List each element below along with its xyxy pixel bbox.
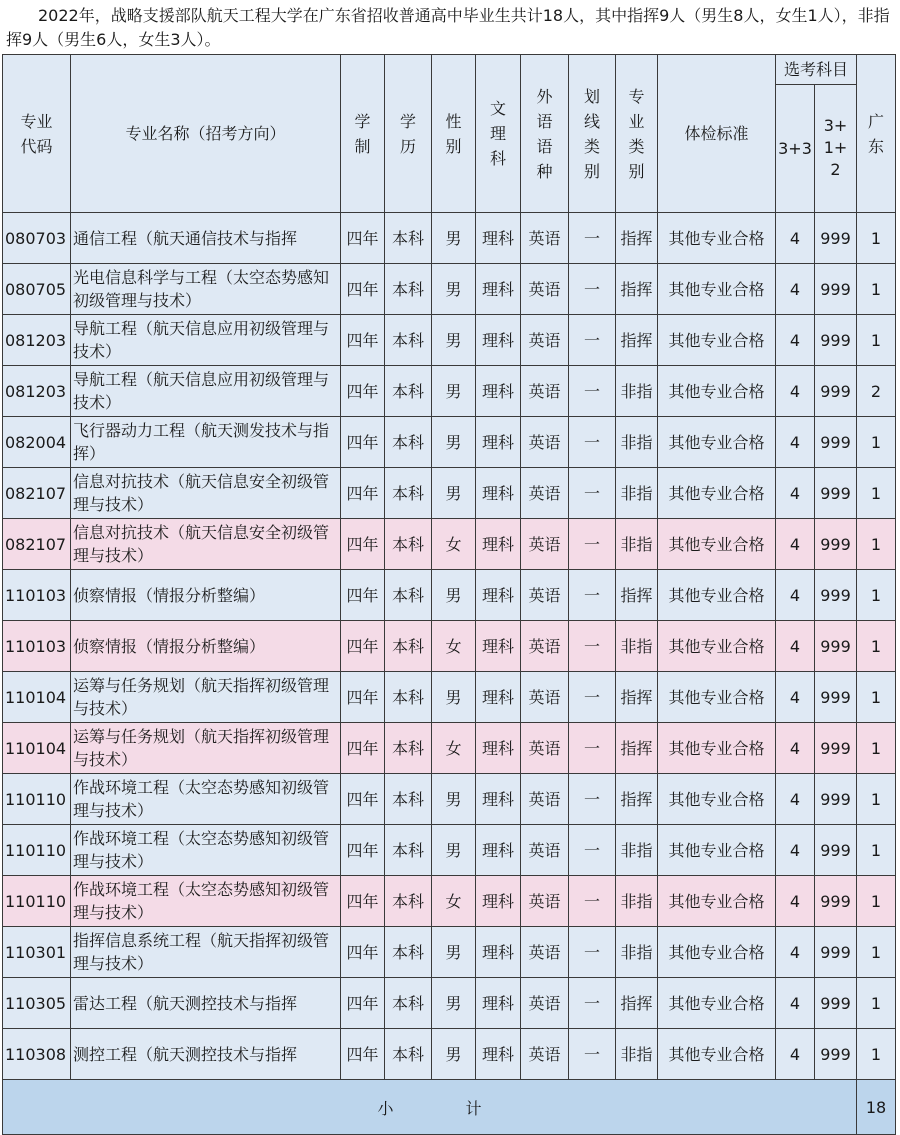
cell-language: 英语 [521,570,569,621]
cell-line: 一 [569,927,616,978]
cell-s312: 999 [815,519,857,570]
cell-s33: 4 [776,315,815,366]
cell-major-type: 指挥 [616,213,658,264]
cell-gender: 男 [432,978,476,1029]
cell-major-type: 指挥 [616,570,658,621]
header-subjects: 选考科目 [776,55,857,85]
cell-track: 理科 [476,417,521,468]
cell-s312: 999 [815,1029,857,1080]
cell-count: 1 [857,417,896,468]
cell-s33: 4 [776,468,815,519]
header-code: 专业代码 [3,55,71,213]
cell-track: 理科 [476,825,521,876]
cell-degree: 本科 [385,621,432,672]
cell-track: 理科 [476,774,521,825]
cell-health: 其他专业合格 [658,978,776,1029]
cell-duration: 四年 [341,213,385,264]
cell-gender: 男 [432,774,476,825]
table-row [3,774,896,825]
cell-track: 理科 [476,315,521,366]
cell-duration: 四年 [341,570,385,621]
cell-health: 其他专业合格 [658,570,776,621]
cell-language: 英语 [521,978,569,1029]
cell-count: 1 [857,570,896,621]
cell-s312: 999 [815,774,857,825]
cell-s312: 999 [815,213,857,264]
cell-track: 理科 [476,978,521,1029]
cell-line: 一 [569,672,616,723]
cell-language: 英语 [521,927,569,978]
cell-s33: 4 [776,876,815,927]
cell-track: 理科 [476,927,521,978]
enrollment-table [2,54,896,1135]
cell-count: 1 [857,264,896,315]
cell-gender: 男 [432,927,476,978]
cell-gender: 男 [432,264,476,315]
cell-language: 英语 [521,621,569,672]
cell-name: 测控工程（航天测控技术与指挥 [71,1029,341,1080]
subtotal-label: 小 计 [3,1080,857,1135]
cell-line: 一 [569,264,616,315]
cell-s312: 999 [815,468,857,519]
cell-degree: 本科 [385,417,432,468]
cell-gender: 男 [432,315,476,366]
cell-duration: 四年 [341,315,385,366]
cell-track: 理科 [476,723,521,774]
cell-duration: 四年 [341,774,385,825]
header-line: 划线类别 [569,55,616,213]
cell-name: 作战环境工程（太空态势感知初级管理与技术） [71,876,341,927]
cell-gender: 男 [432,417,476,468]
cell-degree: 本科 [385,213,432,264]
cell-degree: 本科 [385,1029,432,1080]
cell-s312: 999 [815,723,857,774]
header-guangdong: 广东 [857,55,896,213]
cell-language: 英语 [521,825,569,876]
cell-line: 一 [569,876,616,927]
cell-track: 理科 [476,213,521,264]
cell-name: 作战环境工程（太空态势感知初级管理与技术） [71,774,341,825]
cell-major-type: 非指 [616,519,658,570]
cell-gender: 男 [432,213,476,264]
cell-code: 110308 [3,1029,71,1080]
table-row [3,672,896,723]
cell-count: 1 [857,315,896,366]
cell-degree: 本科 [385,315,432,366]
cell-language: 英语 [521,1029,569,1080]
cell-code: 081203 [3,315,71,366]
cell-count: 1 [857,213,896,264]
cell-health: 其他专业合格 [658,927,776,978]
cell-s33: 4 [776,417,815,468]
cell-duration: 四年 [341,264,385,315]
cell-s33: 4 [776,825,815,876]
cell-code: 081203 [3,366,71,417]
cell-s33: 4 [776,570,815,621]
cell-name: 指挥信息系统工程（航天指挥初级管理与技术） [71,927,341,978]
cell-code: 110104 [3,672,71,723]
cell-major-type: 指挥 [616,315,658,366]
cell-major-type: 非指 [616,876,658,927]
cell-duration: 四年 [341,927,385,978]
table-row [3,621,896,672]
cell-line: 一 [569,1029,616,1080]
cell-s312: 999 [815,417,857,468]
cell-s33: 4 [776,927,815,978]
cell-line: 一 [569,213,616,264]
cell-health: 其他专业合格 [658,213,776,264]
table-body [3,213,896,1080]
cell-degree: 本科 [385,825,432,876]
cell-language: 英语 [521,876,569,927]
cell-language: 英语 [521,723,569,774]
table-row [3,723,896,774]
cell-health: 其他专业合格 [658,264,776,315]
subtotal-total: 18 [857,1080,896,1135]
cell-count: 1 [857,1029,896,1080]
cell-count: 1 [857,774,896,825]
cell-name: 信息对抗技术（航天信息安全初级管理与技术） [71,468,341,519]
table-row [3,366,896,417]
header-track: 文理科 [476,55,521,213]
cell-s33: 4 [776,213,815,264]
header-degree: 学历 [385,55,432,213]
cell-track: 理科 [476,621,521,672]
cell-code: 110305 [3,978,71,1029]
cell-health: 其他专业合格 [658,723,776,774]
cell-health: 其他专业合格 [658,315,776,366]
cell-s33: 4 [776,774,815,825]
cell-degree: 本科 [385,366,432,417]
cell-health: 其他专业合格 [658,366,776,417]
cell-name: 侦察情报（情报分析整编） [71,570,341,621]
cell-gender: 男 [432,468,476,519]
table-row [3,315,896,366]
cell-major-type: 指挥 [616,264,658,315]
cell-track: 理科 [476,264,521,315]
cell-code: 110103 [3,621,71,672]
cell-code: 082107 [3,519,71,570]
cell-line: 一 [569,468,616,519]
cell-gender: 女 [432,723,476,774]
cell-count: 1 [857,672,896,723]
cell-count: 1 [857,825,896,876]
cell-name: 光电信息科学与工程（太空态势感知初级管理与技术） [71,264,341,315]
cell-gender: 男 [432,825,476,876]
header-name: 专业名称（招考方向） [71,55,341,213]
cell-health: 其他专业合格 [658,774,776,825]
cell-degree: 本科 [385,264,432,315]
table-row [3,927,896,978]
cell-s312: 999 [815,264,857,315]
cell-code: 110103 [3,570,71,621]
cell-code: 110104 [3,723,71,774]
cell-line: 一 [569,825,616,876]
header-health: 体检标准 [658,55,776,213]
cell-line: 一 [569,723,616,774]
cell-major-type: 非指 [616,927,658,978]
cell-track: 理科 [476,876,521,927]
subtotal-row [3,1080,896,1135]
cell-duration: 四年 [341,978,385,1029]
cell-gender: 女 [432,876,476,927]
header-gender: 性别 [432,55,476,213]
cell-degree: 本科 [385,672,432,723]
cell-count: 1 [857,723,896,774]
cell-major-type: 非指 [616,621,658,672]
cell-health: 其他专业合格 [658,876,776,927]
cell-degree: 本科 [385,978,432,1029]
cell-count: 1 [857,468,896,519]
cell-name: 导航工程（航天信息应用初级管理与技术） [71,366,341,417]
cell-health: 其他专业合格 [658,417,776,468]
table-row [3,519,896,570]
cell-s312: 999 [815,672,857,723]
cell-line: 一 [569,570,616,621]
cell-s312: 999 [815,570,857,621]
cell-degree: 本科 [385,468,432,519]
cell-degree: 本科 [385,519,432,570]
table-row [3,825,896,876]
cell-duration: 四年 [341,366,385,417]
cell-count: 1 [857,927,896,978]
cell-s312: 999 [815,876,857,927]
table-row [3,876,896,927]
cell-s33: 4 [776,621,815,672]
header-sub33: 3+3 [776,85,815,213]
cell-language: 英语 [521,672,569,723]
cell-name: 运筹与任务规划（航天指挥初级管理与技术） [71,672,341,723]
cell-duration: 四年 [341,723,385,774]
header-major-type: 专业类别 [616,55,658,213]
header-duration: 学制 [341,55,385,213]
intro-paragraph: 2022年，战略支援部队航天工程大学在广东省招收普通高中毕业生共计18人，其中指挥9人（男生8人，女生1人），非指挥9人（男生6人，女生3人）。 [6,6,890,49]
cell-s33: 4 [776,723,815,774]
cell-count: 1 [857,978,896,1029]
cell-count: 1 [857,621,896,672]
cell-degree: 本科 [385,570,432,621]
header-sub312: 3+1+2 [815,85,857,213]
cell-s312: 999 [815,621,857,672]
cell-s312: 999 [815,315,857,366]
cell-gender: 男 [432,672,476,723]
cell-duration: 四年 [341,876,385,927]
cell-s33: 4 [776,366,815,417]
cell-gender: 女 [432,621,476,672]
cell-track: 理科 [476,672,521,723]
cell-language: 英语 [521,774,569,825]
cell-s312: 999 [815,825,857,876]
cell-health: 其他专业合格 [658,1029,776,1080]
cell-language: 英语 [521,366,569,417]
table-row [3,978,896,1029]
cell-code: 080705 [3,264,71,315]
cell-language: 英语 [521,315,569,366]
cell-major-type: 指挥 [616,774,658,825]
cell-health: 其他专业合格 [658,672,776,723]
table-row [3,213,896,264]
cell-s312: 999 [815,927,857,978]
cell-health: 其他专业合格 [658,468,776,519]
cell-degree: 本科 [385,927,432,978]
cell-s33: 4 [776,264,815,315]
cell-major-type: 非指 [616,1029,658,1080]
cell-line: 一 [569,774,616,825]
cell-language: 英语 [521,213,569,264]
cell-major-type: 非指 [616,417,658,468]
cell-gender: 女 [432,519,476,570]
cell-track: 理科 [476,366,521,417]
cell-name: 作战环境工程（太空态势感知初级管理与技术） [71,825,341,876]
cell-name: 运筹与任务规划（航天指挥初级管理与技术） [71,723,341,774]
cell-line: 一 [569,417,616,468]
cell-health: 其他专业合格 [658,825,776,876]
cell-degree: 本科 [385,876,432,927]
cell-language: 英语 [521,519,569,570]
cell-major-type: 指挥 [616,723,658,774]
cell-code: 110110 [3,774,71,825]
cell-s33: 4 [776,519,815,570]
cell-name: 侦察情报（情报分析整编） [71,621,341,672]
cell-name: 飞行器动力工程（航天测发技术与指挥） [71,417,341,468]
cell-degree: 本科 [385,774,432,825]
cell-duration: 四年 [341,825,385,876]
cell-duration: 四年 [341,672,385,723]
table-row [3,417,896,468]
table-row [3,264,896,315]
cell-duration: 四年 [341,468,385,519]
cell-s312: 999 [815,366,857,417]
cell-code: 080703 [3,213,71,264]
cell-line: 一 [569,315,616,366]
cell-line: 一 [569,978,616,1029]
cell-s312: 999 [815,978,857,1029]
cell-name: 导航工程（航天信息应用初级管理与技术） [71,315,341,366]
cell-major-type: 指挥 [616,672,658,723]
cell-code: 082107 [3,468,71,519]
cell-duration: 四年 [341,417,385,468]
cell-track: 理科 [476,468,521,519]
cell-duration: 四年 [341,519,385,570]
cell-count: 1 [857,876,896,927]
cell-code: 082004 [3,417,71,468]
cell-name: 雷达工程（航天测控技术与指挥 [71,978,341,1029]
table-row [3,1029,896,1080]
cell-count: 2 [857,366,896,417]
cell-health: 其他专业合格 [658,621,776,672]
cell-line: 一 [569,519,616,570]
cell-language: 英语 [521,468,569,519]
cell-language: 英语 [521,417,569,468]
cell-code: 110301 [3,927,71,978]
cell-gender: 男 [432,570,476,621]
cell-track: 理科 [476,570,521,621]
cell-duration: 四年 [341,1029,385,1080]
cell-health: 其他专业合格 [658,519,776,570]
cell-track: 理科 [476,519,521,570]
table-row [3,468,896,519]
cell-code: 110110 [3,876,71,927]
cell-gender: 男 [432,366,476,417]
table-row [3,570,896,621]
cell-track: 理科 [476,1029,521,1080]
cell-code: 110110 [3,825,71,876]
cell-major-type: 非指 [616,366,658,417]
cell-s33: 4 [776,1029,815,1080]
cell-duration: 四年 [341,621,385,672]
cell-gender: 男 [432,1029,476,1080]
cell-major-type: 非指 [616,825,658,876]
cell-major-type: 非指 [616,468,658,519]
cell-count: 1 [857,519,896,570]
cell-name: 信息对抗技术（航天信息安全初级管理与技术） [71,519,341,570]
cell-degree: 本科 [385,723,432,774]
cell-line: 一 [569,621,616,672]
cell-line: 一 [569,366,616,417]
cell-language: 英语 [521,264,569,315]
cell-name: 通信工程（航天通信技术与指挥 [71,213,341,264]
cell-s33: 4 [776,978,815,1029]
cell-major-type: 指挥 [616,978,658,1029]
cell-s33: 4 [776,672,815,723]
header-language: 外语语种 [521,55,569,213]
